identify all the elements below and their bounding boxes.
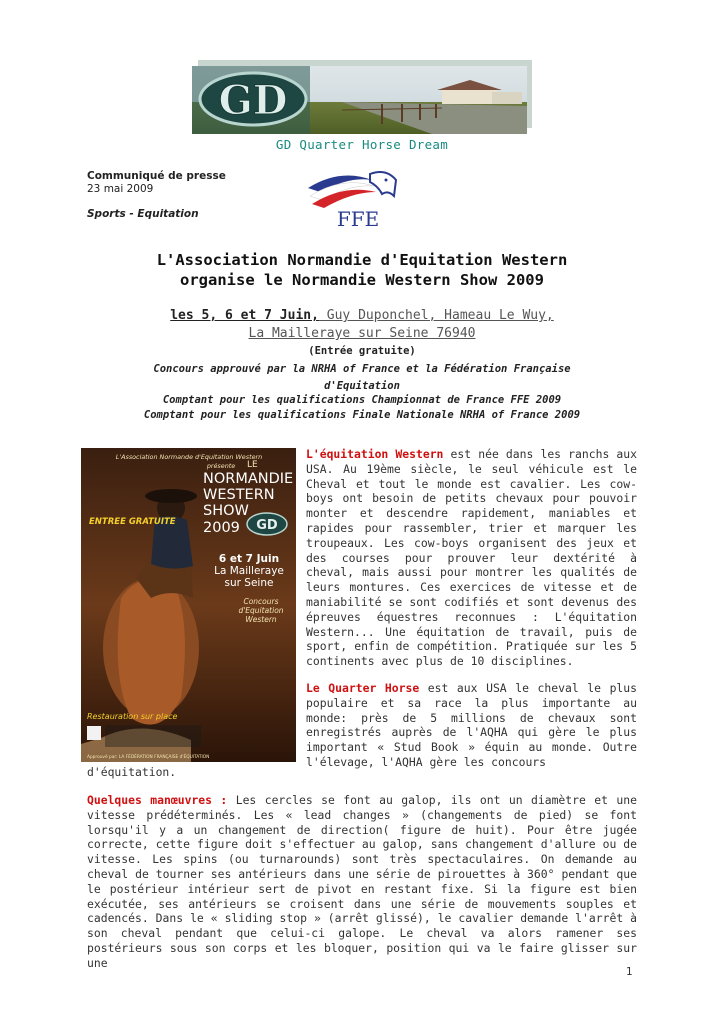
event-place-2: La Mailleraye sur Seine 76940 [248, 326, 476, 341]
poster-dates: 6 et 7 Juin [218, 553, 280, 565]
gd-logo [198, 70, 308, 128]
poster-town-2: sur Seine [224, 577, 274, 589]
paragraph-western-text: est née dans les ranchs aux USA. Au 19ème siècle, le seul véhicule est le Cheval et tout le monde est cavalier. Les cow-boys ont besoin de petits chevaux pour pouvoir monter et descendre rapidement, maniables et rapides pour rassembler, trier et marquer les troupeaux. Les cow-boys organisent des jeux et des courses pour prouver leur dextérité à cheval, mais aussi pour montrer les qualités de leurs montures. Ces exercices de vitesse et de maniabilité se sont codifiés et sont devenus des épreuves équestres reconnues : L'équitation Western... Une équitation de travail, puis de sport, enfin de compétition. Pratiquée sur les 5 continents avec plus de 10 disciplines. [306, 447, 637, 669]
poster-approved: Approuvé par: LA FÉDÉRATION FRANÇAISE d'ÉQUITATION [87, 755, 210, 760]
poster-contest-1: Concours [243, 597, 279, 606]
paragraph-western [306, 447, 637, 669]
poster-free-entry: ENTREE GRATUITE [89, 517, 176, 527]
site-name: GD Quarter Horse Dream [275, 137, 449, 152]
header-banner [192, 66, 527, 134]
poster-title-1: NORMANDIE [203, 471, 294, 487]
ffe-logo [300, 166, 412, 230]
paragraph-quarter-horse-tail: d'équitation. [87, 765, 177, 779]
gd-logo-text: GD [218, 77, 288, 124]
paragraph-maneuvers-keyword: Quelques manœuvres : [87, 793, 228, 807]
event-poster [81, 448, 296, 762]
poster-contest-3: Western [245, 615, 277, 624]
paragraph-western-keyword: L'équitation Western [306, 447, 444, 461]
paragraph-quarter-horse [306, 681, 637, 770]
event-dates-line [0, 308, 724, 323]
poster-presents: présente [206, 462, 236, 470]
entry-info: (Entrée gratuite) [308, 345, 416, 357]
approval-line-2: d'Equitation [324, 380, 400, 392]
paragraph-maneuvers-text: Les cercles se font au galop, ils ont un diamètre et une vitesse prédéterminés. Les « lead changes » (changements de pied) se font lorsqu'il y a un changement de direction( figure de huit). Pour être jugée correcte, cette figure doit s'effectuer au galop, sans changement d'allure ou de vitesse. Les spins (ou turnarounds) sont très spectaculaires. On demande au cheval de tourner ses antérieurs dans une série de pirouettes à 360° pendant que le postérieur intérieur sert de pivot en restant fixe. Si la figure est bien exécutée, ses antérieurs se croisent dans une série de mouvements souples et cadencés. Dans le « sliding stop » (arrêt glissé), le cavalier demande l'arrêt à son cheval pendant que celui-ci galope. Le cheval va alors ramener ses postérieurs sous son corps et les bloquer, position qui va le faire glisser sur une [87, 793, 637, 970]
poster-title-4: 2009 [203, 520, 240, 536]
event-dates: les 5, 6 et 7 Juin, [170, 308, 319, 323]
poster-org: L'Association Normande d'Equitation Western [115, 453, 263, 461]
paragraph-quarter-horse-text: est aux USA le cheval le plus populaire et sa race la plus importante au monde: près de 5 millions de chevaux sont enregistrés auprès de l'AQHA qui gère le plus important « Stud Book » équin au monde. Outre l'élevage, l'AQHA gère les concours [306, 681, 637, 769]
qualification-1: Comptant pour les qualifications Championnat de France FFE 2009 [162, 394, 562, 406]
press-section: Sports - Equitation [87, 208, 199, 220]
poster-contest-2: d'Equitation [238, 606, 284, 615]
ffe-logo-text: FFE [336, 207, 380, 230]
poster-town-1: La Mailleraye [214, 565, 284, 577]
poster-catering: Restauration sur place [87, 712, 178, 721]
event-place-1: Guy Duponchel, Hameau Le Wuy, [318, 308, 554, 323]
title-line-1: L'Association Normandie d'Equitation Western [156, 251, 568, 269]
qualification-2: Comptant pour les qualifications Finale Nationale NRHA of France 2009 [143, 409, 581, 421]
press-label: Communiqué de presse [87, 170, 226, 182]
page-number: 1 [626, 966, 633, 978]
approval-line-1: Concours approuvé par la NRHA of France et la Fédération Française [153, 363, 571, 375]
poster-le: LE [247, 460, 258, 470]
poster-logo: GD [256, 518, 278, 533]
poster-title-2: WESTERN [203, 487, 275, 503]
paragraph-quarter-horse-keyword: Le Quarter Horse [306, 681, 420, 695]
title-line-2: organise le Normandie Western Show 2009 [180, 271, 544, 289]
paragraph-maneuvers [87, 793, 637, 971]
press-date: 23 mai 2009 [87, 183, 154, 195]
poster-title-3: SHOW [203, 503, 249, 519]
